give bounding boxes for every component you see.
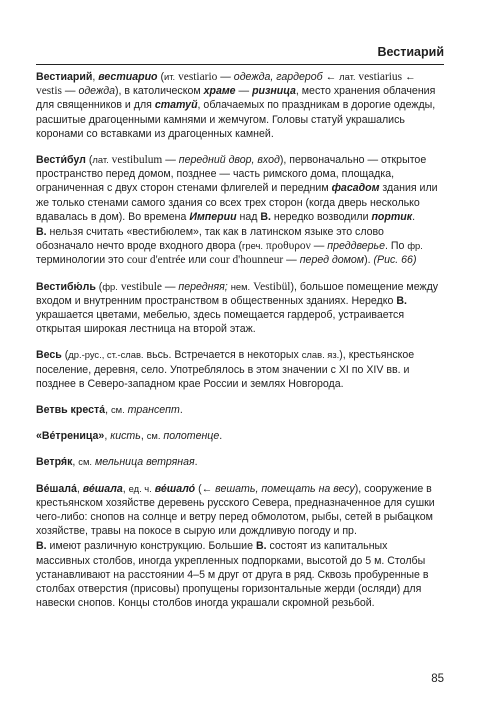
entry-text-segment: нем.	[230, 280, 251, 292]
entry-text-segment: здания или же только стенами самого здания со всех трех сторон (когда дверь несколько вдавалась в дом). Во времена	[36, 182, 438, 223]
headword-text: В.	[36, 540, 47, 553]
entry-text-segment: ), сооружение в крестьянском хозяйстве деревень русского Севера, предназначенное для сушки чего-либо: снопов на солнце и ветру перед обмолотом, рыбы, сетей в рыбацком хозяйстве, травы на покосе в сырую или дождливую погоду и пр.	[36, 482, 435, 538]
entry-text-segment: , облачаемых по праздникам в дорогие одежды, расшитые драгоценными камнями и жемчугом. Головы статуй украшались коронами со вставками из драгоценных камней.	[36, 99, 436, 140]
entry-text-segment: полотенце	[163, 430, 220, 443]
dictionary-text	[36, 70, 444, 623]
entry-text-segment: терминологии это	[36, 254, 127, 267]
entry-text-segment: vestiario	[178, 71, 218, 83]
headword-text: вестиарио	[98, 71, 158, 83]
running-header	[36, 36, 444, 65]
entry-text-segment: , место хранения облачения для священников и для	[36, 85, 436, 112]
entry-text-segment: состоят из капитальных массивных столбов, иногда укрепленных подпорками, высотой до 5 м. Столбы устанавливают на расстоянии 4–5 м друг от друга в ряд. Сквозь пробуренные в столбах отверстия (присовы) пропущены горизонтальные жерди (осляди) для навески снопов. Концы столбов иногда украшали скромной резьбой.	[36, 540, 429, 610]
entry-text-segment: одежда	[78, 85, 115, 98]
entry-text-segment: (	[85, 154, 93, 167]
headword-text: ризница	[252, 85, 296, 98]
dictionary-entry	[36, 482, 444, 611]
entry-text-segment: см.	[78, 456, 93, 468]
entry-text-segment: .	[179, 404, 183, 417]
entry-paragraph	[36, 348, 444, 391]
dictionary-entry	[36, 153, 444, 268]
entry-text-segment: или	[185, 254, 210, 267]
entry-text-segment: кисть	[110, 430, 141, 443]
entry-paragraph	[36, 429, 444, 443]
entry-text-segment: ,	[72, 456, 79, 469]
entry-text-segment: вешать, помещать на весу	[215, 482, 355, 495]
headword-text: портик	[371, 210, 413, 223]
entry-text-segment: ит.	[164, 71, 176, 82]
headword-text: статуй	[154, 99, 198, 112]
entry-paragraph	[36, 455, 444, 469]
entry-text-segment: cour d'entrée	[126, 254, 186, 267]
entry-text-segment: лат.	[339, 71, 356, 82]
entry-text-segment: Vestibül	[253, 280, 291, 293]
headword-text: Вестибю́ль	[36, 280, 96, 293]
entry-text-segment: лат.	[92, 154, 109, 166]
entry-text-segment: преддверье	[327, 240, 385, 253]
dictionary-entry	[36, 280, 444, 337]
entry-text-segment: над	[236, 210, 261, 223]
entry-text-segment: vestiarius	[358, 71, 403, 83]
entry-paragraph	[36, 403, 444, 417]
entry-text-segment: мельница ветряная	[95, 456, 195, 469]
entry-text-segment: —	[283, 254, 300, 267]
entry-text-segment: ,	[104, 430, 111, 443]
entry-text-segment: ,	[122, 482, 129, 495]
headword-text: В.	[260, 210, 271, 223]
entry-text-segment: вьсь. Встречается в некоторых	[143, 349, 302, 362]
headword-text: храме	[203, 85, 236, 98]
entry-text-segment: ед. ч.	[128, 482, 152, 494]
entry-text-segment: украшается цветами, мебелью, здесь помещается гардероб, устраивается открытая широкая лестница на второй этаж.	[36, 309, 405, 336]
headword-text: ве́шало́	[154, 482, 196, 495]
entry-text-segment: передняя;	[178, 280, 228, 293]
dictionary-entry	[36, 403, 444, 417]
entry-continuation	[36, 539, 444, 610]
entry-text-segment: vestibule	[120, 280, 162, 293]
entry-paragraph	[36, 280, 444, 337]
entry-text-segment: cour d'hounneur	[209, 254, 284, 267]
entry-text-segment: трансепт	[127, 404, 180, 417]
entry-text-segment: —	[61, 85, 79, 98]
entry-text-segment: ,	[92, 71, 99, 83]
headword-text: Ветря́к	[36, 456, 73, 469]
headword-text: Империи	[189, 210, 237, 223]
dictionary-entry	[36, 455, 444, 469]
entry-text-segment: ←	[402, 71, 416, 83]
headword-text: Ветвь креста́	[36, 404, 106, 417]
entry-text-segment: ), крестьянское поселение, деревня, село. Употреблялось в этом значении с XI по XIV вв. и позднее в Северо-западном крае России и землях Новгорода.	[36, 349, 415, 390]
dictionary-entry	[36, 70, 444, 141]
entry-text-segment: перед домом	[299, 254, 365, 267]
headword-text: Вести́бул	[36, 154, 86, 167]
entry-paragraph	[36, 153, 444, 224]
headword-text: ве́шала	[82, 482, 123, 495]
entry-text-segment: προθυρον	[266, 240, 311, 253]
entry-text-segment: др.-рус., ст.-слав.	[68, 349, 144, 361]
entry-text-segment: (	[61, 349, 69, 362]
headword-text: В.	[255, 540, 267, 553]
entry-text-segment: ,	[105, 404, 111, 417]
entry-text-segment: ,	[140, 430, 147, 443]
entry-text-segment: нельзя считать «вестибюлем», так как в латинском языке это слово обозначало нечто вроде входного двора (	[36, 226, 384, 253]
headword-text: Вестиарий	[36, 71, 93, 83]
headword-text: Ве́шала́	[36, 482, 77, 495]
page-number: 85	[431, 673, 444, 685]
entry-text-segment: —	[162, 154, 179, 167]
dictionary-entry	[36, 348, 444, 391]
entry-text-segment: (←	[195, 482, 216, 495]
entry-text-segment: (	[157, 71, 165, 83]
entry-text-segment: ), первоначально — открытое пространство перед домом, позднее — часть римского дома, площадка, ограниченная с двух сторон стенами флигелей и передним	[36, 154, 427, 195]
entry-text-segment: —	[310, 240, 328, 253]
headword-text: В.	[396, 294, 407, 307]
entry-text-segment: слав. яз.	[301, 349, 340, 361]
entry-text-segment: vestis	[36, 85, 62, 98]
entry-text-segment: vestibulum	[111, 154, 163, 167]
entry-text-segment: —	[217, 71, 234, 83]
entry-text-segment: одежда, гардероб	[233, 71, 323, 83]
entry-text-segment: .	[412, 210, 416, 223]
entry-text-segment: —	[235, 85, 253, 98]
entry-text-segment: имеют различную конструкцию. Большие	[46, 540, 256, 553]
entry-text-segment: см.	[146, 430, 161, 442]
entry-paragraph	[36, 482, 444, 539]
entry-text-segment: ), большое помещение между входом и внутренним пространством в общественных зданиях. Нередко	[36, 280, 439, 307]
entry-text-segment: —	[161, 280, 179, 293]
headword-text: Весь	[36, 349, 62, 362]
entry-text-segment: .	[194, 456, 198, 469]
dictionary-entry	[36, 429, 444, 443]
headword-text: В.	[36, 226, 47, 239]
entry-text-segment: ), в католическом	[115, 85, 204, 98]
entry-paragraph	[36, 70, 444, 141]
entry-text-segment: передний двор, вход	[178, 154, 280, 167]
entry-text-segment: фр.	[102, 280, 118, 292]
running-title: Вестиарий	[377, 45, 444, 59]
entry-text-segment: нередко возводили	[270, 210, 372, 223]
headword-text: «Ве́треница»	[36, 430, 105, 443]
entry-text-segment: ,	[76, 482, 83, 495]
entry-continuation	[36, 225, 444, 268]
entry-text-segment: (Рис. 66)	[373, 254, 417, 267]
entry-text-segment: ←	[322, 71, 340, 83]
entry-text-segment: (	[95, 280, 103, 293]
entry-text-segment: фр.	[407, 240, 423, 252]
entry-text-segment: ).	[364, 254, 374, 267]
headword-text: фасадом	[331, 182, 380, 195]
entry-text-segment: .	[219, 430, 223, 443]
entry-text-segment: см.	[110, 404, 125, 416]
entry-text-segment: . По	[385, 240, 408, 253]
entry-text-segment: греч.	[242, 240, 264, 252]
